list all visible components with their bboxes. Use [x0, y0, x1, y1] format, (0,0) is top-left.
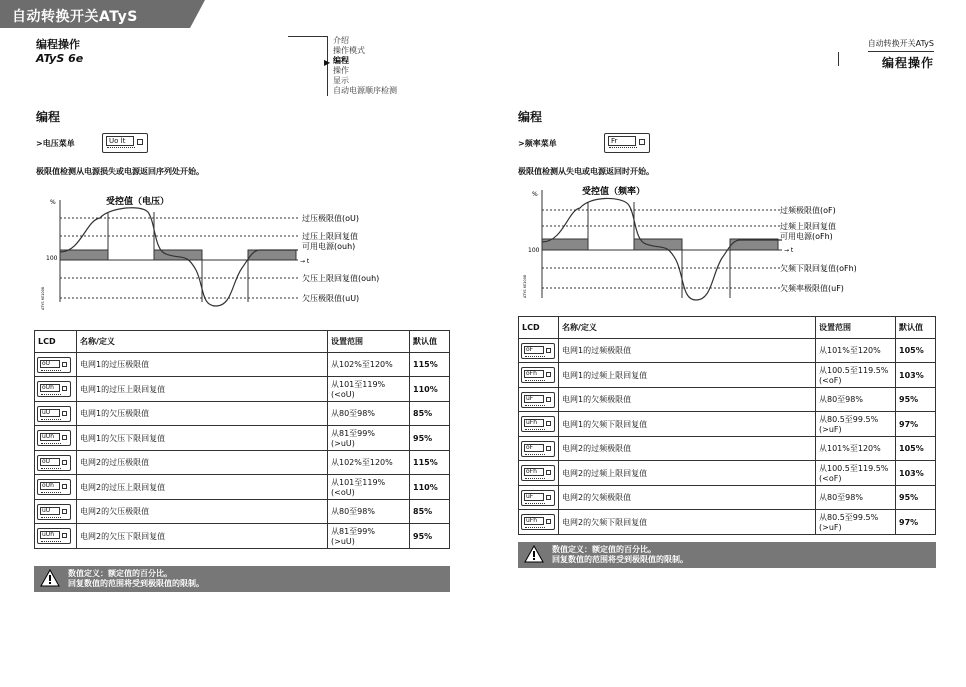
lcd-icon — [37, 479, 71, 495]
lcd-dots — [41, 517, 61, 518]
lcd-code: uU — [40, 507, 60, 515]
lcd-cell — [519, 339, 559, 363]
lcd-icon — [521, 367, 555, 383]
nav-item[interactable]: 显示 — [333, 76, 349, 85]
lcd-cell — [519, 437, 559, 461]
lcd-button — [546, 519, 551, 524]
row-default: 110% — [410, 377, 450, 402]
lcd-code: uUh — [40, 531, 60, 539]
table-header-row — [519, 317, 936, 339]
lcd-button — [62, 460, 67, 465]
row-default: 103% — [896, 363, 936, 388]
uv-limit-label: 欠压极限值(uU) — [302, 294, 360, 303]
row-name: 电网2的过频上限回复值 — [559, 461, 816, 486]
lcd-code: oU — [40, 360, 60, 368]
row-name: 电网2的欠压下限回复值 — [77, 524, 328, 549]
col-default: 默认值 — [896, 317, 936, 339]
side-code: ATYS 6E1008 — [523, 274, 527, 298]
frequency-intro: 极限值检测从失电或电源返回时开始。 — [518, 167, 654, 176]
right-product: 自动转换开关ATyS — [867, 39, 934, 48]
col-name: 名称/定义 — [77, 331, 328, 353]
table-row — [519, 363, 936, 388]
of-recovery-label: 过频上限回复值 — [780, 222, 836, 231]
row-range: 从80至98% — [816, 388, 896, 412]
lcd-icon — [521, 514, 555, 530]
right-page-header — [868, 38, 934, 71]
col-lcd: LCD — [519, 317, 559, 339]
lcd-icon — [521, 465, 555, 481]
lcd-screen: Uo lt — [106, 136, 134, 146]
lcd-cell — [519, 363, 559, 388]
lcd-cell — [35, 353, 77, 377]
row-default: 95% — [410, 524, 450, 549]
warning-line: 数值定义：额定值的百分比。 — [552, 545, 656, 554]
lcd-icon — [37, 504, 71, 520]
lcd-icon — [521, 392, 555, 408]
section-title: 编程操作 — [36, 38, 80, 51]
lcd-icon — [521, 441, 555, 457]
lcd-cell — [519, 388, 559, 412]
table-row — [519, 388, 936, 412]
ov-recovery-label: 过压上限回复值 — [302, 232, 358, 241]
warning-icon — [40, 569, 60, 587]
lcd-dots — [525, 527, 545, 528]
lcd-dots — [41, 541, 61, 542]
lcd-code: oF — [524, 346, 544, 354]
nav-item[interactable]: 操作 — [333, 66, 349, 75]
table-row — [519, 412, 936, 437]
table-row — [35, 426, 450, 451]
uf-limit-label: 欠频率极限值(uF) — [780, 284, 844, 293]
lcd-code: uFh — [524, 419, 544, 427]
time-arrow-icon: → t — [300, 258, 310, 265]
curve-label: 受控值（电压） — [106, 197, 170, 207]
lcd-icon — [37, 455, 71, 471]
row-default: 95% — [896, 486, 936, 510]
col-range: 设置范围 — [328, 331, 410, 353]
y-tick-100: 100 — [528, 247, 540, 254]
table-row — [35, 524, 450, 549]
col-name: 名称/定义 — [559, 317, 816, 339]
lcd-button — [546, 495, 551, 500]
lcd-button — [546, 372, 551, 377]
table-row — [35, 475, 450, 500]
lcd-cell — [35, 524, 77, 549]
row-name: 电网1的欠频下限回复值 — [559, 412, 816, 437]
row-default: 103% — [896, 461, 936, 486]
row-default: 115% — [410, 451, 450, 475]
of-limit-label: 过频极限值(oF) — [780, 206, 836, 215]
nav-item[interactable]: 自动电源顺序检测 — [333, 86, 397, 95]
row-default: 110% — [410, 475, 450, 500]
curve-label: 受控值（频率） — [582, 187, 646, 197]
lcd-dots — [41, 443, 61, 444]
lcd-button — [62, 411, 67, 416]
available-label: 可用电源(ouh) — [302, 242, 356, 251]
y-axis-unit: % — [50, 199, 56, 206]
lcd-icon — [37, 528, 71, 544]
lcd-dots — [41, 492, 61, 493]
row-range: 从101%至120% — [816, 339, 896, 363]
row-name: 电网2的过频极限值 — [559, 437, 816, 461]
lcd-cell — [35, 451, 77, 475]
lcd-cell — [35, 402, 77, 426]
row-name: 电网2的过压上限回复值 — [77, 475, 328, 500]
lcd-dots — [41, 468, 61, 469]
lcd-dots — [525, 454, 545, 455]
col-range: 设置范围 — [816, 317, 896, 339]
table-row — [35, 353, 450, 377]
lcd-code: uFh — [524, 517, 544, 525]
lcd-icon — [37, 357, 71, 373]
lcd-dots — [525, 380, 545, 381]
lcd-dots — [609, 147, 637, 150]
lcd-button — [62, 484, 67, 489]
col-lcd: LCD — [35, 331, 77, 353]
lcd-icon — [521, 416, 555, 432]
row-default: 105% — [896, 339, 936, 363]
frequency-lcd-display — [604, 133, 650, 153]
available-block — [154, 250, 202, 260]
col-default: 默认值 — [410, 331, 450, 353]
lcd-code: uF — [524, 395, 544, 403]
row-name: 电网1的欠压极限值 — [77, 402, 328, 426]
frequency-table — [518, 316, 936, 535]
row-default: 97% — [896, 510, 936, 535]
left-section-title: 编程 — [36, 110, 61, 124]
lcd-cell — [519, 412, 559, 437]
lcd-dots — [41, 370, 61, 371]
lcd-cell — [35, 500, 77, 524]
row-range: 从101至119% (<oU) — [328, 475, 410, 500]
available-label: 可用电源(oFh) — [780, 232, 833, 241]
frequency-graph — [518, 182, 938, 307]
lcd-code: oU — [40, 458, 60, 466]
row-range: 从81至99% (>uU) — [328, 426, 410, 451]
lcd-button — [62, 386, 67, 391]
row-name: 电网1的过压上限回复值 — [77, 377, 328, 402]
row-range: 从100.5至119.5% (<oF) — [816, 363, 896, 388]
row-default: 85% — [410, 500, 450, 524]
right-section: 编程操作 — [868, 51, 934, 71]
lcd-button — [137, 139, 143, 145]
row-range: 从100.5至119.5% (<oF) — [816, 461, 896, 486]
section-header — [36, 36, 83, 65]
lcd-button — [546, 446, 551, 451]
nav-item[interactable]: 操作模式 — [333, 46, 365, 55]
lcd-button — [62, 509, 67, 514]
row-default: 97% — [896, 412, 936, 437]
row-range: 从81至99% (>uU) — [328, 524, 410, 549]
lcd-cell — [519, 486, 559, 510]
row-name: 电网1的过频上限回复值 — [559, 363, 816, 388]
nav-item-active[interactable]: 编程 — [333, 56, 349, 65]
time-arrow-icon: → t — [784, 247, 794, 254]
warning-line: 回复数值的范围将受到极限值的限制。 — [68, 579, 204, 588]
available-block — [60, 250, 108, 260]
lcd-code: uU — [40, 409, 60, 417]
lcd-button — [546, 470, 551, 475]
voltage-lcd-display — [102, 133, 148, 153]
lcd-button — [639, 139, 645, 145]
row-default: 105% — [896, 437, 936, 461]
nav-item[interactable]: 介绍 — [333, 36, 349, 45]
lcd-dots — [525, 356, 545, 357]
lcd-cell — [519, 461, 559, 486]
side-code: ATYS 6E1008 — [41, 286, 45, 310]
table-row — [519, 461, 936, 486]
table-row — [35, 402, 450, 426]
table-row — [519, 510, 936, 535]
table-header-row — [35, 331, 450, 353]
lcd-dots — [107, 147, 135, 150]
ov-limit-label: 过压极限值(oU) — [302, 214, 359, 223]
table-row — [35, 451, 450, 475]
table-row — [519, 437, 936, 461]
lcd-icon — [37, 381, 71, 397]
lcd-dots — [525, 405, 545, 406]
uf-recovery-label: 欠频下限回复值(oFh) — [780, 264, 857, 273]
lcd-code: oFh — [524, 468, 544, 476]
uv-recovery-label: 欠压上限回复值(ouh) — [302, 274, 380, 283]
lcd-dots — [525, 478, 545, 479]
lcd-button — [546, 397, 551, 402]
frequency-warning — [518, 542, 936, 568]
header-rule — [838, 52, 839, 66]
lcd-code: oF — [524, 444, 544, 452]
table-row — [519, 339, 936, 363]
row-range: 从80至98% — [816, 486, 896, 510]
row-name: 电网2的欠频下限回复值 — [559, 510, 816, 535]
nav-active-arrow: ▶ — [324, 58, 331, 67]
lcd-code: uUh — [40, 433, 60, 441]
voltage-intro: 极限值检测从电源损失或电源返回序列处开始。 — [36, 167, 204, 176]
lcd-dots — [41, 419, 61, 420]
table-row — [519, 486, 936, 510]
lcd-cell — [35, 377, 77, 402]
row-range: 从101至119% (<oU) — [328, 377, 410, 402]
row-name: 电网2的欠压极限值 — [77, 500, 328, 524]
nav-bracket — [288, 36, 331, 96]
lcd-code: uF — [524, 493, 544, 501]
table-row — [35, 377, 450, 402]
lcd-icon — [37, 430, 71, 446]
row-name: 电网2的欠频极限值 — [559, 486, 816, 510]
row-name: 电网2的过压极限值 — [77, 451, 328, 475]
lcd-code: oUh — [40, 482, 60, 490]
voltage-warning — [34, 566, 450, 592]
table-row — [35, 500, 450, 524]
lcd-icon — [521, 490, 555, 506]
lcd-button — [62, 533, 67, 538]
banner-title: 自动转换开关ATyS — [12, 9, 138, 25]
row-default: 85% — [410, 402, 450, 426]
lcd-cell — [35, 475, 77, 500]
row-default: 95% — [410, 426, 450, 451]
row-range: 从80.5至99.5% (>uF) — [816, 510, 896, 535]
lcd-cell — [519, 510, 559, 535]
warning-icon — [524, 545, 544, 563]
row-range: 从101%至120% — [816, 437, 896, 461]
warning-line: 数值定义：额定值的百分比。 — [68, 569, 172, 578]
row-range: 从102%至120% — [328, 353, 410, 377]
lcd-code: oUh — [40, 384, 60, 392]
voltage-menu-label: >电压菜单 — [36, 139, 75, 148]
y-tick-100: 100 — [46, 255, 58, 262]
y-axis-unit: % — [532, 191, 538, 198]
row-range: 从80至98% — [328, 500, 410, 524]
lcd-cell — [35, 426, 77, 451]
row-name: 电网1的过频极限值 — [559, 339, 816, 363]
lcd-icon — [37, 406, 71, 422]
lcd-dots — [525, 503, 545, 504]
lcd-button — [62, 362, 67, 367]
row-name: 电网1的欠频极限值 — [559, 388, 816, 412]
lcd-button — [546, 348, 551, 353]
row-name: 电网1的欠压下限回复值 — [77, 426, 328, 451]
lcd-icon — [521, 343, 555, 359]
product-name: ATyS 6e — [36, 52, 84, 65]
frequency-menu-label: >频率菜单 — [518, 139, 557, 148]
lcd-button — [546, 421, 551, 426]
row-range: 从80至98% — [328, 402, 410, 426]
row-range: 从102%至120% — [328, 451, 410, 475]
right-section-title: 编程 — [518, 110, 543, 124]
lcd-code: oFh — [524, 370, 544, 378]
lcd-button — [62, 435, 67, 440]
chapter-nav — [333, 36, 397, 96]
row-name: 电网1的过压极限值 — [77, 353, 328, 377]
warning-line: 回复数值的范围将受到极限值的限制。 — [552, 555, 688, 564]
voltage-table — [34, 330, 450, 549]
lcd-dots — [525, 429, 545, 430]
row-default: 115% — [410, 353, 450, 377]
row-default: 95% — [896, 388, 936, 412]
voltage-graph — [36, 190, 406, 315]
lcd-screen: Fr — [608, 136, 636, 146]
row-range: 从80.5至99.5% (>uF) — [816, 412, 896, 437]
lcd-dots — [41, 394, 61, 395]
